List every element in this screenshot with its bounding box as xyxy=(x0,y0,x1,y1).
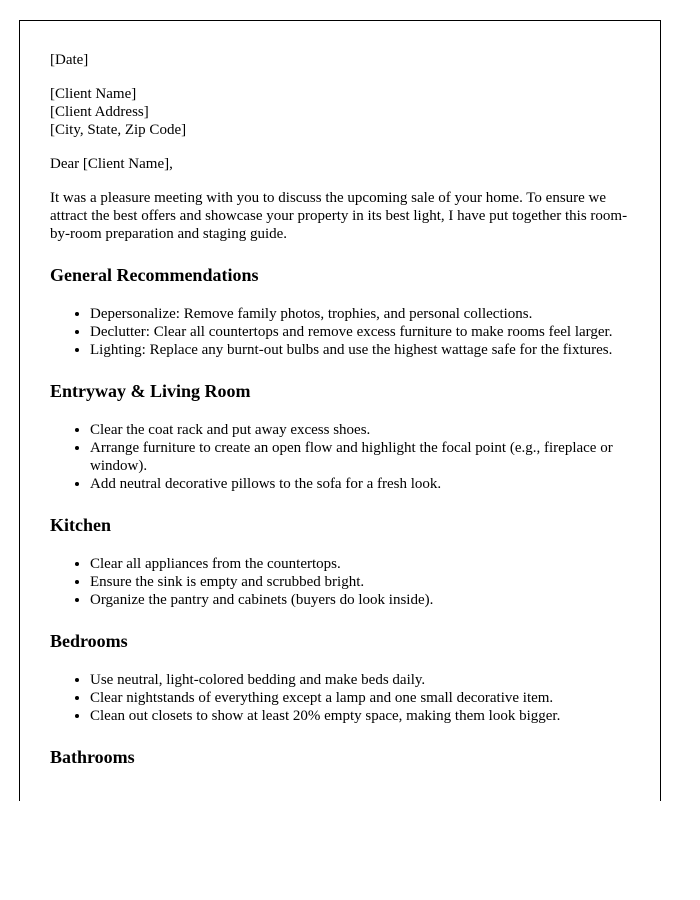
section-heading: Bathrooms xyxy=(50,747,135,767)
bullet-list xyxy=(50,555,640,609)
client-address: [Client Address] xyxy=(50,104,149,120)
letter-content xyxy=(50,51,640,787)
salutation: Dear [Client Name], xyxy=(50,156,173,172)
client-name: [Client Name] xyxy=(50,86,137,102)
list-item: • Clear all appliances from the countertops. xyxy=(90,555,640,573)
list-item: • Ensure the sink is empty and scrubbed bright. xyxy=(90,573,640,591)
intro-paragraph: It was a pleasure meeting with you to discuss the upcoming sale of your home. To ensure we attract the best offers and showcase your property in its best light, I have put together this room-by-room preparation and staging guide. xyxy=(50,190,628,242)
section-bathrooms xyxy=(50,747,640,767)
client-city-state-zip: [City, State, Zip Code] xyxy=(50,122,187,138)
section-heading: General Recommendations xyxy=(50,265,259,285)
list-item: • Clear nightstands of everything except a lamp and one small decorative item. xyxy=(90,689,640,707)
list-item: • Use neutral, light-colored bedding and make beds daily. xyxy=(90,671,640,689)
list-item: • Lighting: Replace any burnt-out bulbs and use the highest wattage safe for the fixtures. xyxy=(90,341,640,359)
list-item: • Depersonalize: Remove family photos, trophies, and personal collections. xyxy=(90,305,640,323)
section-heading: Bedrooms xyxy=(50,631,128,651)
bullet-list xyxy=(50,305,640,359)
bullet-list xyxy=(50,421,640,493)
list-item: • Clear the coat rack and put away excess shoes. xyxy=(90,421,640,439)
list-item: • Clean out closets to show at least 20% empty space, making them look bigger. xyxy=(90,707,640,725)
section-kitchen xyxy=(50,515,640,609)
list-item: • Add neutral decorative pillows to the sofa for a fresh look. xyxy=(90,475,640,493)
section-general-recommendations xyxy=(50,265,640,359)
list-item: • Arrange furniture to create an open flow and highlight the focal point (e.g., fireplace or window). xyxy=(90,439,640,475)
section-heading: Entryway & Living Room xyxy=(50,381,251,401)
bullet-list xyxy=(50,671,640,725)
letter-page xyxy=(19,20,661,801)
list-item: • Declutter: Clear all countertops and remove excess furniture to make rooms feel larger. xyxy=(90,323,640,341)
section-bedrooms xyxy=(50,631,640,725)
list-item: • Organize the pantry and cabinets (buyers do look inside). xyxy=(90,591,640,609)
section-entryway-living-room xyxy=(50,381,640,493)
section-heading: Kitchen xyxy=(50,515,111,535)
client-address-block xyxy=(50,85,640,139)
letter-date: [Date] xyxy=(50,52,89,68)
